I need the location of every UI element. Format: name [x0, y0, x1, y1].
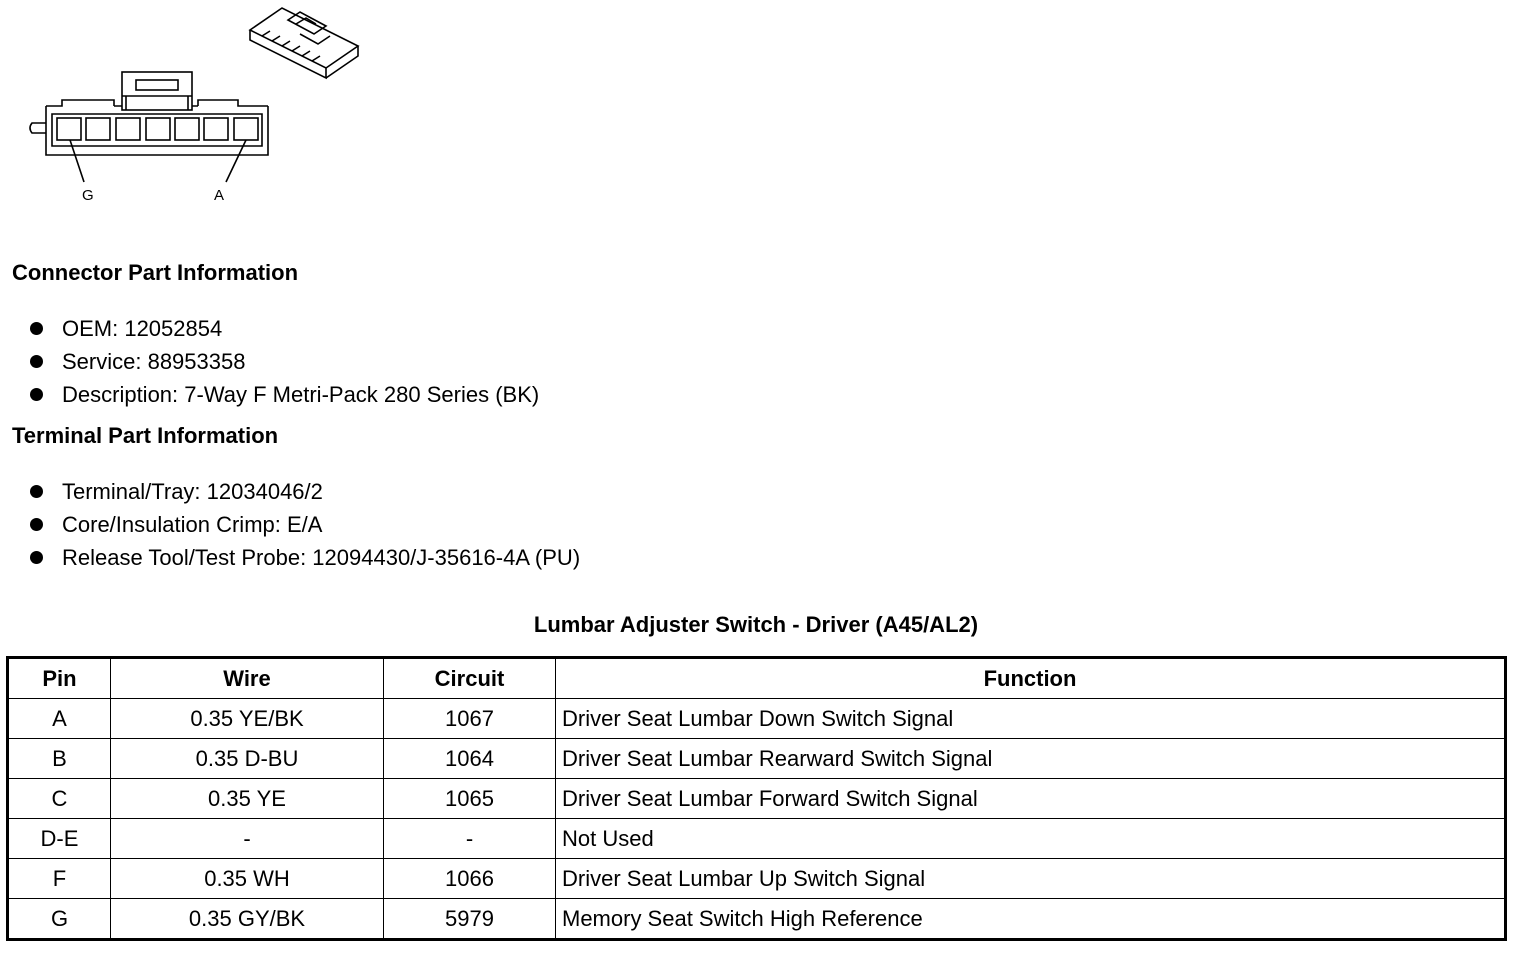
pin-label-g: G	[82, 187, 94, 204]
table-row	[8, 699, 1506, 739]
bullet-icon	[30, 355, 43, 368]
cell-function: Driver Seat Lumbar Down Switch Signal	[556, 699, 1506, 739]
list-item-text: Service: 88953358	[62, 349, 246, 374]
connector-front-view	[30, 72, 268, 182]
connector-isometric-view	[250, 8, 358, 78]
cell-function: Driver Seat Lumbar Rearward Switch Signal	[556, 739, 1506, 779]
list-item-text: Core/Insulation Crimp: E/A	[62, 512, 323, 537]
list-item	[30, 475, 580, 508]
cell-pin: G	[8, 899, 111, 940]
cell-pin: C	[8, 779, 111, 819]
table-row	[8, 899, 1506, 940]
bullet-icon	[30, 485, 43, 498]
cell-pin: B	[8, 739, 111, 779]
cell-wire: 0.35 GY/BK	[111, 899, 384, 940]
table-row	[8, 739, 1506, 779]
list-item-text: OEM: 12052854	[62, 316, 223, 341]
list-item-text: Release Tool/Test Probe: 12094430/J-35616-4A (PU)	[62, 545, 581, 570]
table-row	[8, 859, 1506, 899]
list-item-text: Description: 7-Way F Metri-Pack 280 Series (BK)	[62, 382, 540, 407]
terminal-part-info-list	[30, 475, 580, 574]
list-item	[30, 541, 580, 574]
cell-function: Not Used	[556, 819, 1506, 859]
connector-part-info-heading: Connector Part Information	[12, 260, 299, 285]
cell-wire: 0.35 YE/BK	[111, 699, 384, 739]
bullet-icon	[30, 518, 43, 531]
cell-circuit: 1067	[384, 699, 556, 739]
cell-wire: 0.35 D-BU	[111, 739, 384, 779]
cell-pin: A	[8, 699, 111, 739]
cell-circuit: 5979	[384, 899, 556, 940]
bullet-icon	[30, 551, 43, 564]
terminal-part-info-heading: Terminal Part Information	[12, 423, 279, 448]
pin-table	[6, 656, 1507, 941]
table-row	[8, 819, 1506, 859]
cell-function: Driver Seat Lumbar Up Switch Signal	[556, 859, 1506, 899]
list-item	[30, 508, 580, 541]
cell-pin: D-E	[8, 819, 111, 859]
bullet-icon	[30, 322, 43, 335]
connector-part-info-list	[30, 312, 539, 411]
list-item-text: Terminal/Tray: 12034046/2	[62, 479, 323, 504]
cell-circuit: 1066	[384, 859, 556, 899]
header-pin: Pin	[8, 658, 111, 699]
header-circuit: Circuit	[384, 658, 556, 699]
bullet-icon	[30, 388, 43, 401]
cell-circuit: 1065	[384, 779, 556, 819]
list-item	[30, 345, 539, 378]
header-wire: Wire	[111, 658, 384, 699]
list-item	[30, 378, 539, 411]
table-row	[8, 779, 1506, 819]
cell-circuit: 1064	[384, 739, 556, 779]
header-function: Function	[556, 658, 1506, 699]
cell-pin: F	[8, 859, 111, 899]
cell-wire: 0.35 WH	[111, 859, 384, 899]
cell-function: Memory Seat Switch High Reference	[556, 899, 1506, 940]
connector-diagram	[0, 0, 380, 215]
cell-wire: 0.35 YE	[111, 779, 384, 819]
list-item	[30, 312, 539, 345]
pin-label-a: A	[214, 187, 225, 204]
table-header-row	[8, 658, 1506, 699]
table-title: Lumbar Adjuster Switch - Driver (A45/AL2)	[533, 612, 979, 637]
cell-circuit: -	[384, 819, 556, 859]
cell-wire: -	[111, 819, 384, 859]
cell-function: Driver Seat Lumbar Forward Switch Signal	[556, 779, 1506, 819]
